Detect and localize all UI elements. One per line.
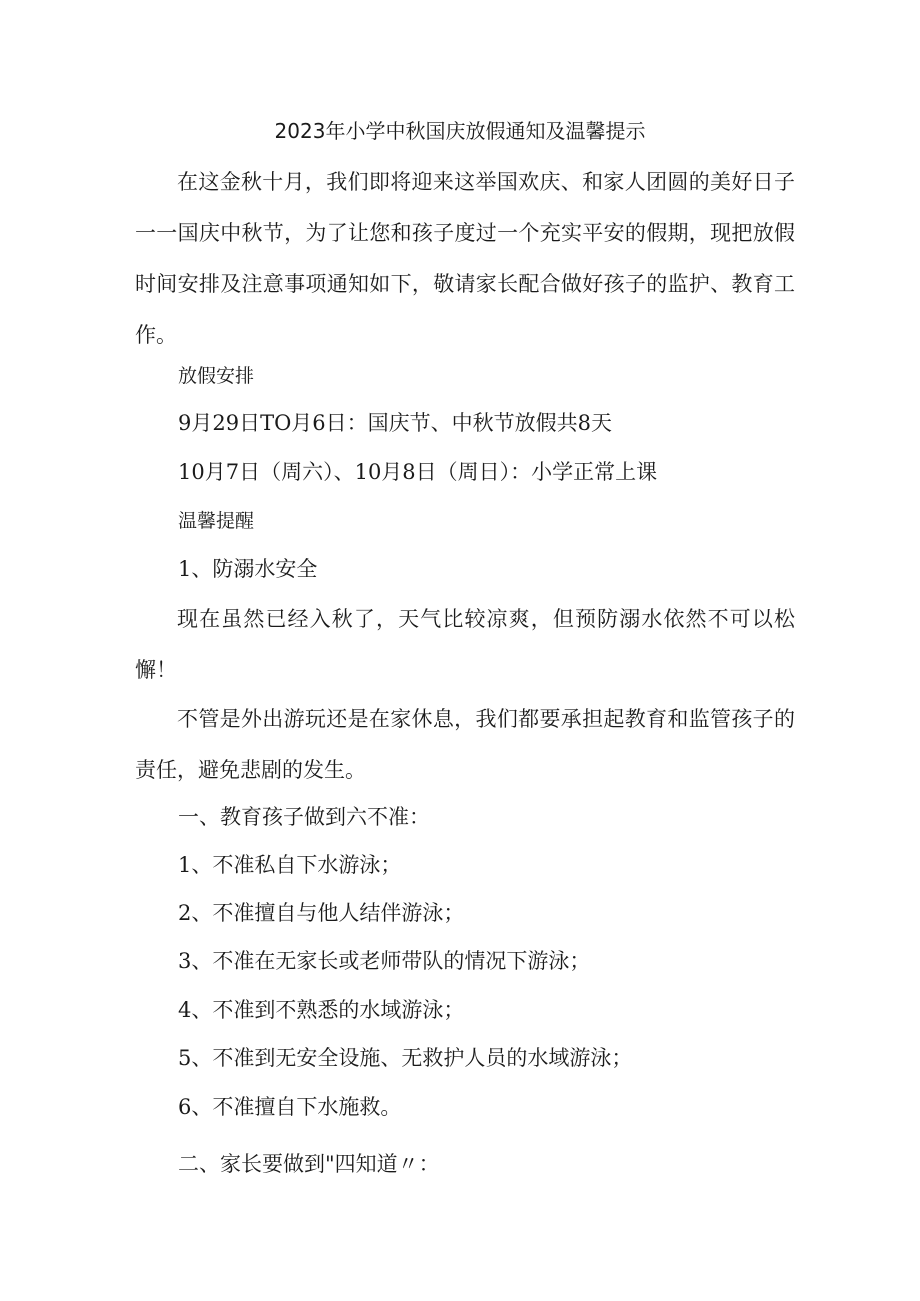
rule-item: 6、不准擅自下水施救。 [178,1095,402,1119]
rule-item: 2、不准擅自与他人结伴游泳； [178,901,465,925]
schedule-heading: 放假安排 [178,365,255,387]
six-rules-heading: 一、教育孩子做到六不准： [178,805,430,829]
document-title: 2023年小学中秋国庆放假通知及温馨提示 [274,119,646,143]
schedule-line-1: 9月29日TO月6日：国庆节、中秋节放假共8天 [178,411,613,435]
tip1-paragraph-1: 现在虽然已经入秋了，天气比较凉爽，但预防溺水依然不可以松懈！ [135,607,795,682]
tip1-paragraph-2: 不管是外出游玩还是在家休息，我们都要承担起教育和监管孩子的责任，避免悲剧的发生。 [135,707,795,782]
rule-item: 1、不准私自下水游泳； [178,853,402,877]
rule-item: 3、不准在无家长或老师带队的情况下游泳； [178,949,591,973]
schedule-line-2: 10月7日（周六）、10月8日（周日）：小学正常上课 [178,460,658,484]
tips-heading: 温馨提醒 [178,510,255,532]
rule-item: 5、不准到无安全设施、无救护人员的水域游泳； [178,1046,633,1070]
rule-item: 4、不准到不熟悉的水域游泳； [178,998,465,1022]
tip1-heading: 1、防溺水安全 [178,557,318,581]
intro-paragraph: 在这金秋十月，我们即将迎来这举国欢庆、和家人团圆的美好日子一一国庆中秋节，为了让您和孩子度过一个充实平安的假期，现把放假时间安排及注意事项通知如下，敬请家长配合做好孩子的监护、教育工作。 [135,170,795,347]
four-know-heading: 二、家长要做到"四知道〃： [178,1152,440,1176]
